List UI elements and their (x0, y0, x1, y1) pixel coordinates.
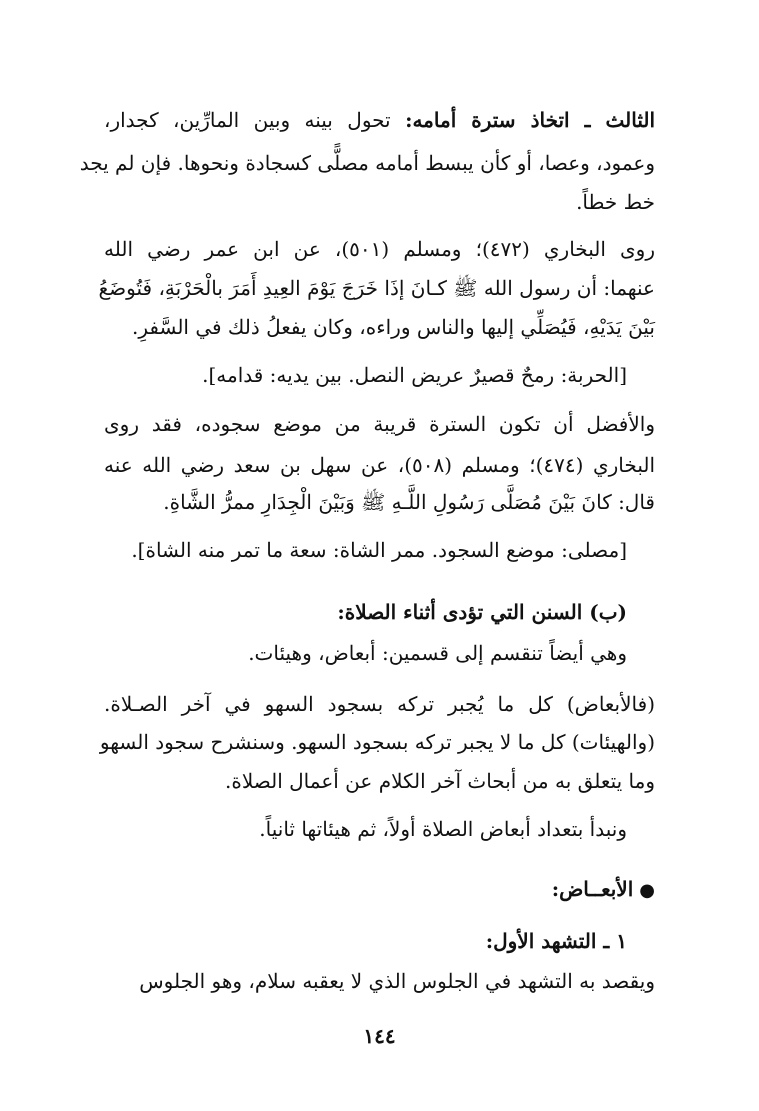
section-b-line2: وهي أيضاً تنقسم إلى قسمين: أبعاض، وهيئات. (248, 641, 627, 665)
item1-line2: ويقصد به التشهد في الجلوس الذي لا يعقبه سلام، وهو الجلوس (139, 969, 655, 993)
para3-line3: قال: كانَ بَيْنَ مُصَلَّى رَسُولِ اللَّـهِ ﷺ وَبَيْنَ الْجِدَارِ ممرُّ الشَّاةِ. (163, 490, 655, 514)
para3-line2: البخاري (٤٧٤)؛ ومسلم (٥٠٨)، عن سهل بن سعد رضي الله عنه (104, 453, 655, 477)
para2-line3: بَيْنَ يَدَيْهِ، فَيُصَلِّي إليها والناس وراءه، وكان يفعلُ ذلك في السَّفرِ. (131, 315, 655, 339)
para3-line1: والأفضل أن تكون السترة قريبة من موضع سجوده، فقد روى (104, 412, 655, 436)
para1-line1 (104, 104, 655, 136)
page-number: ١٤٤ (363, 1024, 396, 1048)
para1-line2: وعمود، وعصا، أو كأن يبسط أمامه مصلًّى كسجادة ونحوها. فإن لم يجد (79, 151, 655, 175)
para4-line2: (والهيئات) كل ما لا يجبر تركه بسجود السهو. وسنشرح سجود السهو (99, 730, 655, 754)
note-musalla: [مصلى: موضع السجود. ممر الشاة: سعة ما تمر منه الشاة]. (131, 538, 627, 562)
para4-line3: وما يتعلق به من أبحاث آخر الكلام عن أعمال الصلاة. (225, 769, 655, 793)
para2-line1: روى البخاري (٤٧٢)؛ ومسلم (٥٠١)، عن ابن عمر رضي الله (104, 237, 655, 261)
para2-line2: عنهما: أن رسول الله ﷺ كـانَ إذَا خَرَجَ يَوْمَ العِيدِ أَمَرَ بالْحَرْبَةِ، فَتُوضَعُ (98, 276, 655, 300)
note-harba: [الحربة: رمحٌ قصيرٌ عريض النصل. بين يديه: قدامه]. (202, 363, 627, 387)
bullet-icon: ● (639, 880, 655, 901)
para1-line3: خط خطاً. (576, 190, 655, 214)
para5: ونبدأ بتعداد أبعاض الصلاة أولاً، ثم هيئاتها ثانياً. (259, 817, 627, 841)
abaad-heading-line (104, 873, 655, 907)
item1-heading: ١ ـ التشهد الأول: (485, 929, 627, 953)
section-b-heading: (ب) السنن التي تؤدى أثناء الصلاة: (337, 600, 627, 624)
abaad-heading: الأبعــاض: (551, 877, 634, 901)
para1-line1-text: تحول بينه وبين المارِّين، كجدار، (104, 108, 391, 132)
para4-line1: (فالأبعاض) كل ما يُجبر تركه بسجود السهو في آخر الصـلاة. (104, 692, 655, 716)
para1-lead: الثالث ـ اتخاذ سترة أمامه: (405, 108, 656, 132)
